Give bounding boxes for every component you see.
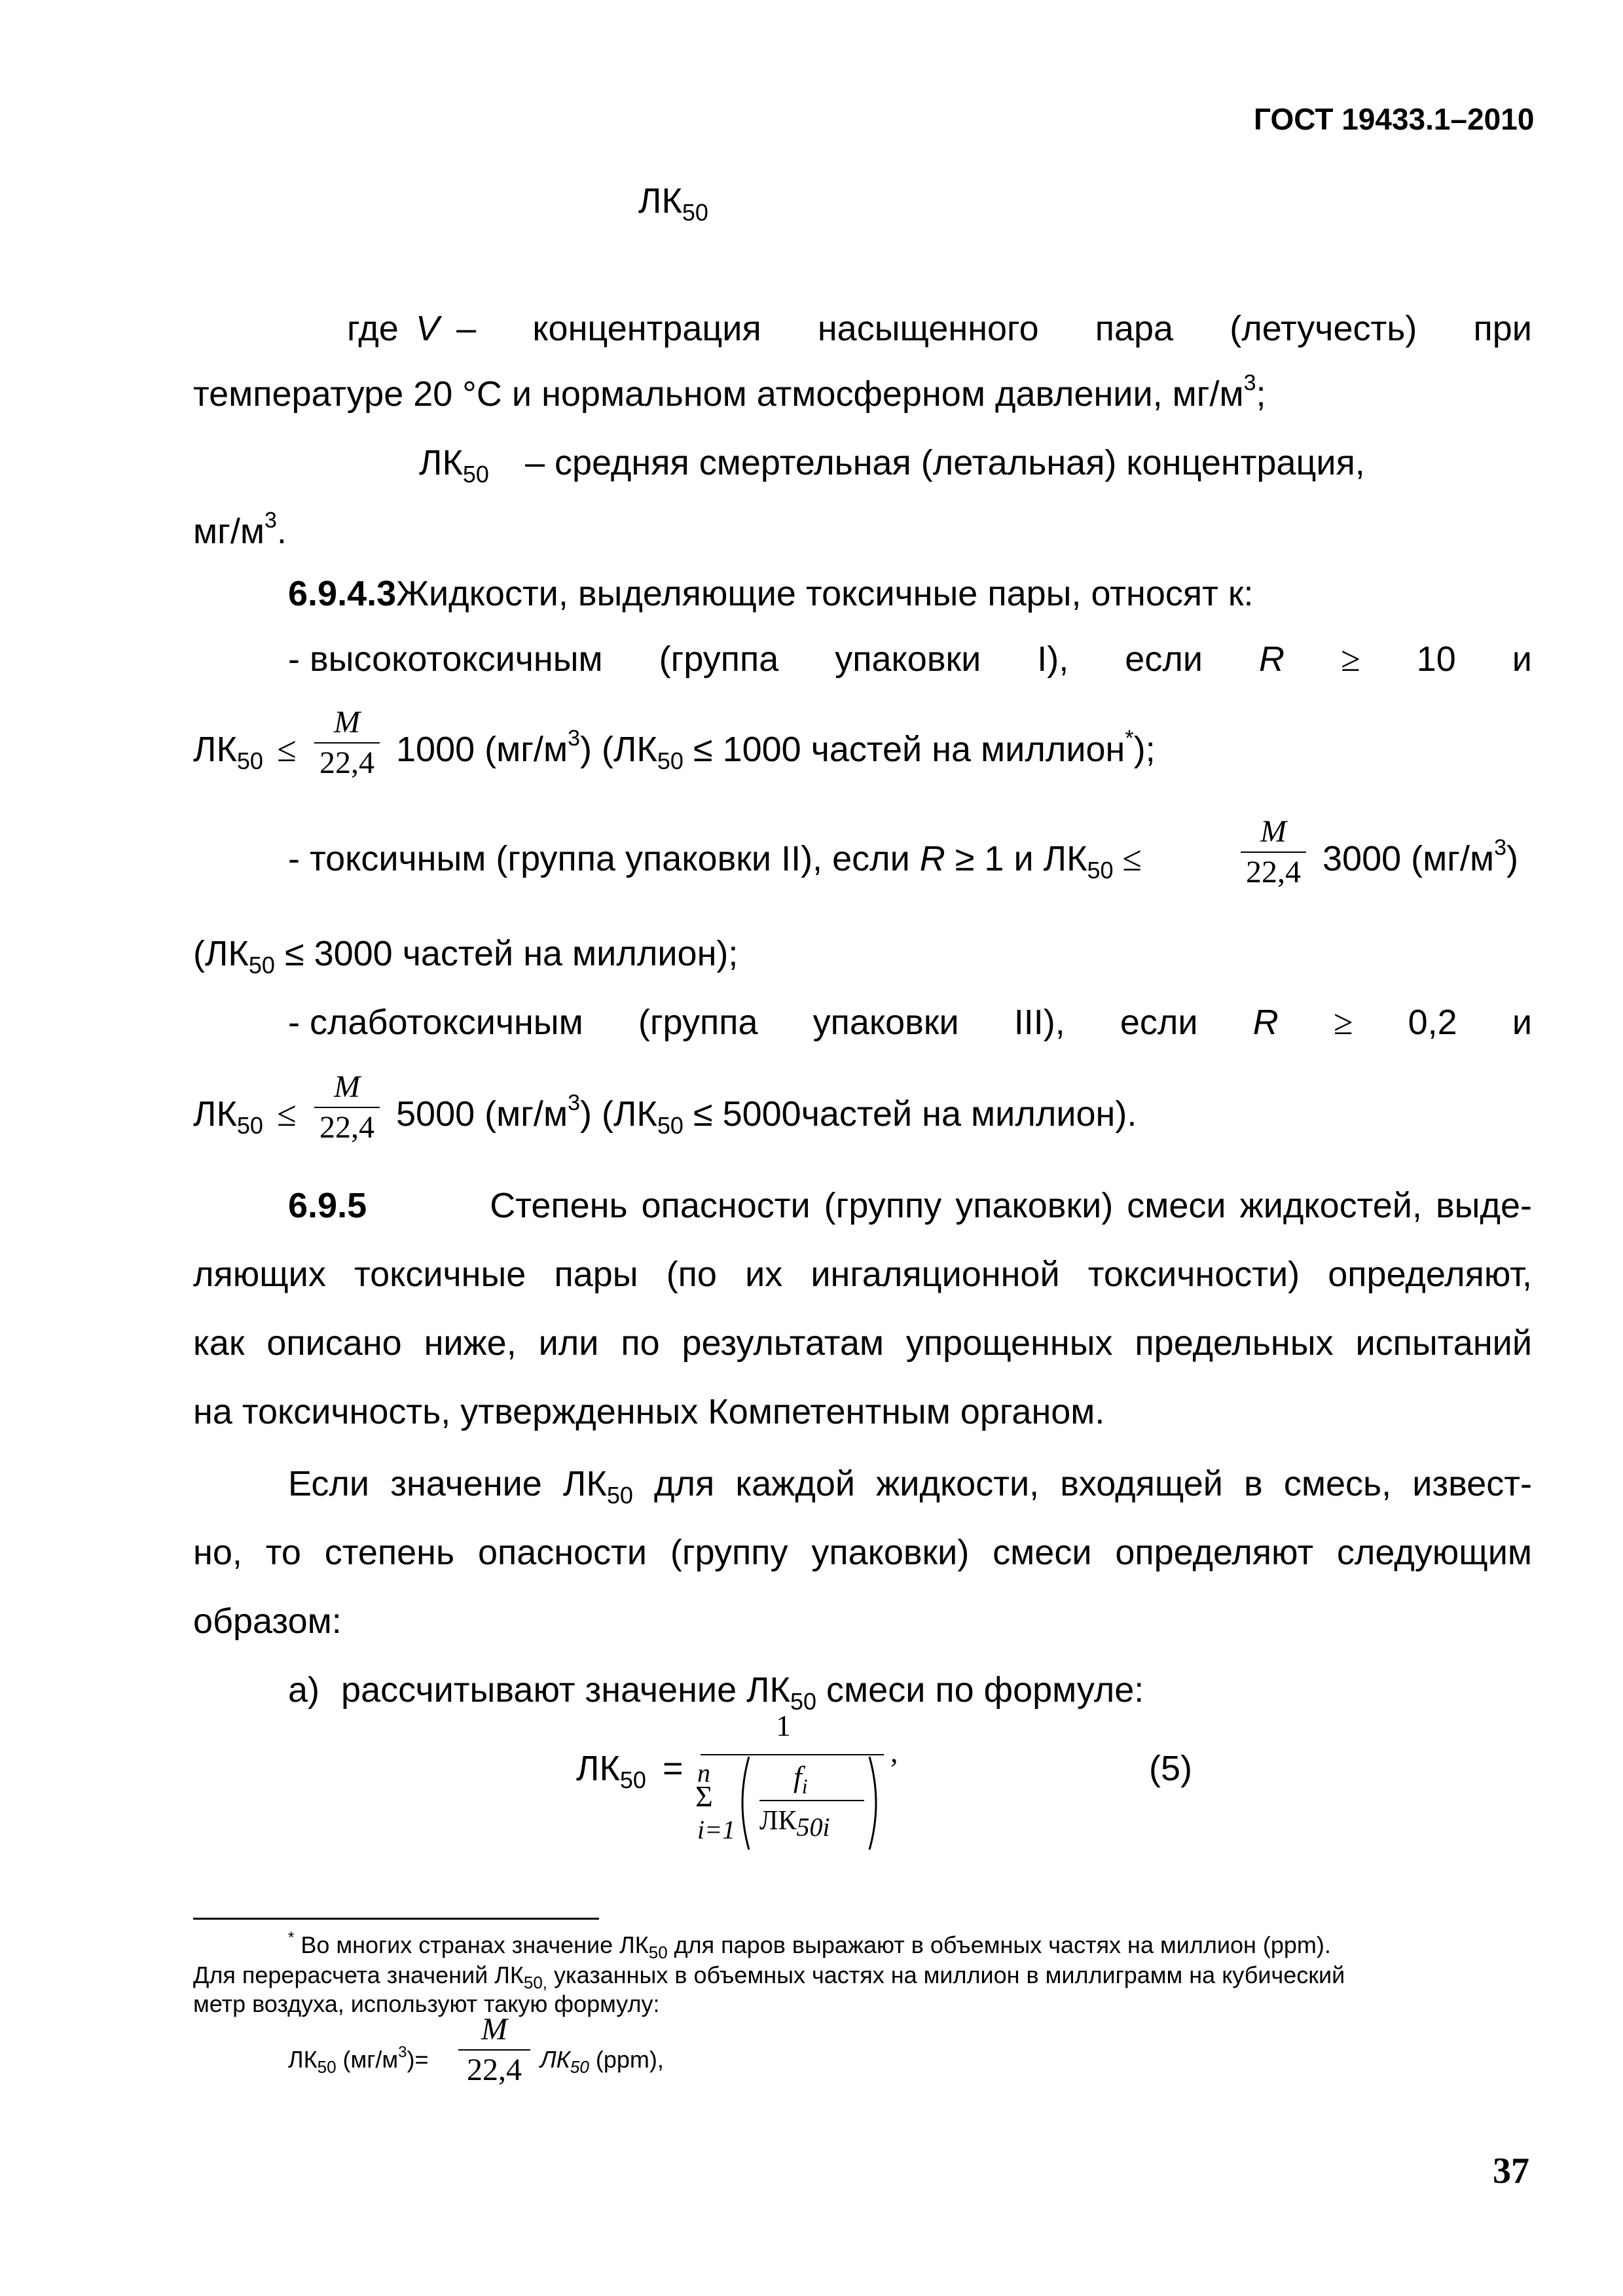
low-toxic-line1 (288, 1001, 1532, 1043)
lk-base: ЛК (193, 1094, 237, 1134)
lk-base: ЛК (540, 2046, 570, 2073)
text: Степень опасности (группу упаковки) смеси жидкостей, выде- (490, 1186, 1532, 1225)
high-toxic-line2-lhs (193, 728, 297, 774)
word: - слаботоксичным (288, 1003, 583, 1042)
clause-6-9-4-3 (288, 573, 1253, 615)
clause-6-9-5-line2: ляющих токсичные пары (по их ингаляционной токсичности) определяют, (193, 1255, 1532, 1294)
fraction-m-over-22-4 (314, 706, 380, 780)
clause-6-9-5-line1 (288, 1185, 1532, 1227)
word: 0,2 (1408, 1003, 1457, 1042)
sub: 50 (606, 1482, 633, 1509)
text: ) (1506, 839, 1518, 878)
clause-number: 6.9.5 (288, 1186, 367, 1225)
text: смеси по формуле: (816, 1670, 1144, 1710)
high-toxic-line2-rhs (396, 728, 1156, 775)
text: 1000 (мг/м (396, 730, 568, 769)
lk-base: ЛК (193, 730, 237, 769)
text: мг/м (193, 512, 264, 551)
text: (мг/м (336, 2046, 399, 2073)
text: 5000 (мг/м (396, 1094, 568, 1134)
clause-6-9-5-line3: как описано ниже, или по результатам упрощенных предельных испытаний (193, 1323, 1532, 1363)
lk-base: ЛК (638, 181, 682, 221)
where-lk-unit (193, 508, 287, 557)
geq-symbol: ≥ (1341, 639, 1360, 679)
text: ≥ 1 и ЛК (945, 839, 1087, 878)
word: I), (1037, 639, 1069, 679)
formula-5-fraction-bar (701, 1754, 884, 1755)
numerator: M (334, 705, 360, 740)
page-number: 37 (1493, 2151, 1529, 2191)
text: (ЛК (193, 934, 249, 973)
equals-sign: = (662, 1749, 684, 1788)
text: ≤ 5000частей на миллион). (683, 1094, 1137, 1134)
footnote-separator (193, 1918, 599, 1920)
clause-text: Жидкости, выделяющие токсичные пары, относят к: (396, 574, 1254, 613)
toxic-line2 (193, 933, 738, 978)
toxic-line1-rhs (1322, 835, 1518, 884)
word: (летучесть) (1230, 309, 1417, 348)
lk-sub: 50 (236, 1112, 263, 1139)
leq-symbol: ≤ (1113, 839, 1142, 878)
text: ЛК (759, 1806, 797, 1836)
footnote-marker: * (1125, 726, 1134, 751)
sub: 50i (796, 1812, 830, 1842)
word: III), (1013, 1003, 1065, 1042)
sup: 3 (398, 2043, 407, 2061)
word: – (456, 309, 477, 348)
text: ); (1133, 730, 1156, 769)
top-fragment-lk50 (638, 180, 708, 226)
numerator: M (334, 1069, 360, 1104)
item-a (288, 1669, 1144, 1715)
text: Если значение ЛК (288, 1464, 607, 1503)
if-paragraph-line3: образом: (193, 1602, 342, 1641)
footnote-line1 (288, 1931, 1331, 1963)
low-toxic-line2-lhs (193, 1093, 297, 1139)
footnote-line2 (193, 1961, 1345, 1992)
text: ) (ЛК (580, 730, 657, 769)
word: (группа (638, 1003, 758, 1042)
footnote-marker: * (288, 1929, 295, 1946)
word: - высокотоксичным (288, 639, 603, 679)
fraction-bar (1241, 852, 1306, 853)
text: температуре 20 °C и нормальном атмосферном давлении, мг/м (193, 374, 1244, 414)
lk-base: ЛК (288, 2046, 318, 2073)
lk-sub: 50 (462, 461, 489, 488)
sub: i (801, 1774, 808, 1798)
sub: 50 (657, 1112, 684, 1139)
word: (группа (659, 639, 779, 679)
formula-5-number: (5) (1149, 1749, 1192, 1788)
text: ≤ 3000 частей на миллион); (274, 934, 739, 973)
sub: 50 (248, 952, 275, 978)
sup: 3 (1243, 370, 1256, 395)
sub: 50, (523, 1973, 548, 1992)
footnote-fraction (458, 2013, 530, 2087)
sup: 3 (568, 1090, 580, 1115)
numerator: M (1260, 814, 1286, 849)
footnote-formula-lhs (288, 2045, 429, 2077)
word: если (1120, 1003, 1198, 1042)
word: если (1125, 639, 1203, 679)
if-paragraph-line1 (288, 1463, 1532, 1509)
word: при (1473, 309, 1532, 348)
lk-sub: 50 (682, 199, 708, 226)
variable-v: V (415, 309, 439, 348)
where-v-line2 (193, 370, 1266, 420)
text: – средняя смертельная (летальная) концентрация, (524, 443, 1365, 482)
fraction-bar (314, 1107, 380, 1108)
lk-base: ЛК (576, 1749, 620, 1788)
where-v-line1 (347, 308, 1532, 350)
sub: 50 (1087, 857, 1114, 884)
right-paren-icon (866, 1754, 885, 1852)
fraction-bar (458, 2049, 530, 2051)
leq-symbol: ≤ (276, 1094, 297, 1134)
sup: 3 (1494, 835, 1506, 860)
formula-5-lhs (576, 1748, 684, 1793)
text: - токсичным (группа упаковки II), если (288, 839, 920, 878)
variable-r: R (1259, 639, 1285, 679)
leq-symbol: ≤ (276, 730, 297, 769)
text: Для перерасчета значений ЛК (193, 1962, 524, 1988)
word: пара (1095, 309, 1174, 348)
word: насыщенного (817, 309, 1039, 348)
text: ≤ 1000 частей на миллион (683, 730, 1125, 769)
denominator: 22,4 (319, 745, 374, 780)
fraction-m-over-22-4 (314, 1070, 380, 1145)
word: 10 (1416, 639, 1456, 679)
sub: 50 (790, 1688, 817, 1715)
sub: 50 (648, 1943, 668, 1962)
document-standard-header: ГОСТ 19433.1–2010 (1254, 102, 1535, 136)
text: )= (407, 2046, 429, 2073)
text: . (276, 512, 287, 551)
text: рассчитывают значение ЛК (341, 1670, 790, 1710)
lk-sub: 50 (317, 2057, 337, 2077)
sup: 3 (264, 508, 277, 533)
lk-base: ЛК (419, 443, 463, 482)
variable-r: R (1252, 1003, 1279, 1042)
text: 3000 (мг/м (1322, 839, 1495, 878)
text: f (793, 1760, 802, 1793)
sup: 3 (568, 726, 580, 751)
text: ; (1256, 374, 1266, 414)
low-toxic-line2-rhs (396, 1090, 1137, 1139)
text: для паров выражают в объемных частях на миллион (ppm). (667, 1931, 1331, 1958)
sum-sigma-icon: Σ (695, 1780, 713, 1813)
clause-number: 6.9.4.3 (288, 574, 397, 613)
inner-fraction-bar (759, 1800, 864, 1801)
word: и (1512, 639, 1532, 679)
text: ) (ЛК (580, 1094, 657, 1134)
text: указанных в объемных частях на миллион в миллиграмм на кубический (547, 1962, 1345, 1988)
geq-symbol: ≥ (1333, 1003, 1353, 1042)
text: Во многих странах значение ЛК (301, 1931, 649, 1958)
lk-sub: 50 (619, 1767, 646, 1793)
list-marker: а) (288, 1670, 320, 1710)
clause-6-9-5-line4: на токсичность, утвержденных Компетентным органом. (193, 1392, 1105, 1431)
word: где (347, 309, 399, 348)
variable-r: R (919, 839, 945, 878)
denominator: 22,4 (319, 1110, 374, 1145)
toxic-line1-lhs (288, 838, 1142, 884)
sub: 50 (657, 747, 684, 774)
fraction-bar (314, 742, 380, 744)
formula-5-numerator: 1 (776, 1709, 791, 1742)
numerator: M (481, 2012, 507, 2047)
word: и (1512, 1003, 1532, 1042)
lk-sub: 50 (236, 747, 263, 774)
left-paren-icon (733, 1754, 753, 1852)
word: упаковки (812, 1003, 959, 1042)
word: концентрация (532, 309, 761, 348)
footnote-formula-rhs (540, 2045, 664, 2076)
inner-denominator (759, 1805, 830, 1842)
word: упаковки (835, 639, 981, 679)
text: (ppm), (589, 2046, 664, 2073)
formula-5-comma: , (890, 1735, 898, 1768)
high-toxic-line1 (288, 638, 1532, 680)
sum-top-n: n (697, 1758, 710, 1787)
sum-bottom-index: i=1 (697, 1815, 736, 1844)
text: для каждой жидкости, входящей в смесь, извест- (632, 1464, 1533, 1503)
if-paragraph-line2: но, то степень опасности (группу упаковки) смеси определяют следующим (193, 1533, 1532, 1572)
denominator: 22,4 (1246, 855, 1301, 889)
where-lk-line1 (419, 442, 1365, 488)
inner-numerator (793, 1759, 808, 1798)
denominator: 22,4 (467, 2053, 522, 2087)
lk-sub: 50 (570, 2057, 589, 2077)
footnote-line3: метр воздуха, используют такую формулу: (193, 1990, 660, 2017)
fraction-m-over-22-4 (1241, 815, 1306, 889)
